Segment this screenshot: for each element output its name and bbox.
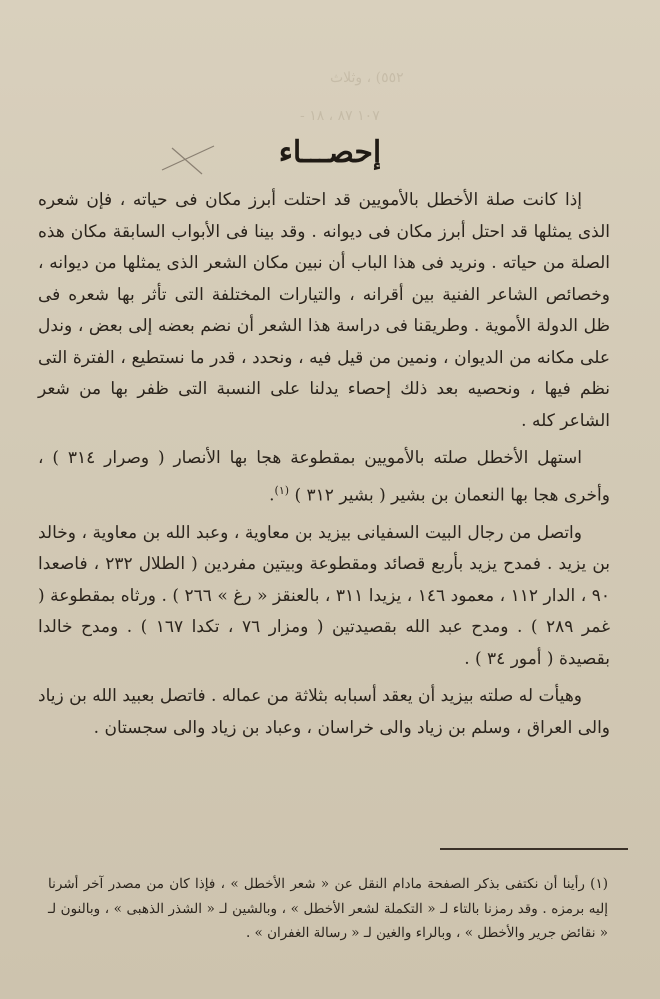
footnote: (١) رأينا أن نكتفى بذكر الصفحة مادام النقل عن « شعر الأخطل » ، فإذا كان من مصدر آخر أشرنا إليه برمزه . وقد رمزنا بالتاء لـ « التكملة لشعر الأخطل » ، وبالشين لـ « الشذر الذهبى » ، وبالنون لـ « نقائض جرير والأخطل » ، وبالراء والغين لـ « رسالة الغفران » . [48, 876, 608, 941]
paragraph: إذا كانت صلة الأخطل بالأمويين قد احتلت أبرز مكان فى حياته ، فإن شعره الذى يمثلها قد احتل أبرز مكان فى ديوانه . وقد بينا فى الأبواب السابقة مكان هذه الصلة من حياته . ونريد فى هذا الباب أن نبين مكان الشعر الذى يمثلها من ديوانه ، وخصائص الشاعر الفنية بين أقرانه ، والتيارات المختلفة التى تأثر بها شعره فى ظل الدولة الأموية . وطريقنا فى دراسة هذا الشعر أن نضم بعضه إلى بعض ، وندل على مكانه من الديوان ، ونمين من قيل فيه ، ونحدد ، قدر ما نستطيع ، الفترة التى نظم فيها ، ونحصيه بعد ذلك إحصاء يدلنا على النسبة التى ظفر بها من شعر الشاعر كله . [38, 190, 610, 431]
paragraph: واتصل من رجال البيت السفيانى بيزيد بن معاوية ، وعبد الله بن معاوية ، وخالد بن يزيد . فمدح يزيد بأربع قصائد ومقطوعة وبيتين مفردين ( الطلال ٢٣٢ ، فاصعدا ٩٠ ، الدار ١١٢ ، معمود ١٤٦ ، يزيدا ٣١١ ، بالعنقز « رغ » ٢٦٦ ) . ورثاه بمقطوعة ( غمر ٢٨٩ ) . ومدح عبد الله بقصيدتين ( ومزار ٧٦ ، تكدا ١٦٧ ) . ومدح خالدا بقصيدة ( أمور ٣٤ ) . [38, 522, 610, 669]
footnote-divider [440, 848, 628, 850]
main-text [38, 185, 610, 744]
paragraph: استهل الأخطل صلته بالأمويين بمقطوعة هجا بها الأنصار ( وصرار ٣١٤ ) ، وأخرى هجا بها النعمان بن بشير ( بشير ٣١٢ ) $^{(١)}$. [38, 448, 610, 506]
bleed-through-text: ٥٥٢) ، وثلاث [330, 70, 404, 86]
chapter-title: إحصـــاء [278, 135, 382, 170]
bleed-through-text: ١٠٧ ٨٧ ، ١٨ - [300, 108, 380, 124]
paragraph-text: استهل الأخطل صلته بالأمويين بمقطوعة هجا بها الأنصار ( وصرار ٣١٤ ) ، وأخرى هجا بها النعمان بن بشير ( بشير ٣١٢ ) [38, 448, 610, 506]
footnotes [48, 872, 608, 946]
footnote-reference: (١) [274, 483, 290, 497]
paragraph: وهيأت له صلته بيزيد أن يعقد أسبابه بثلاثة من عماله . فاتصل بعبيد الله بن زياد والى العراق ، وسلم بن زياد والى خراسان ، وعباد بن زياد والى سجستان . [38, 686, 610, 738]
